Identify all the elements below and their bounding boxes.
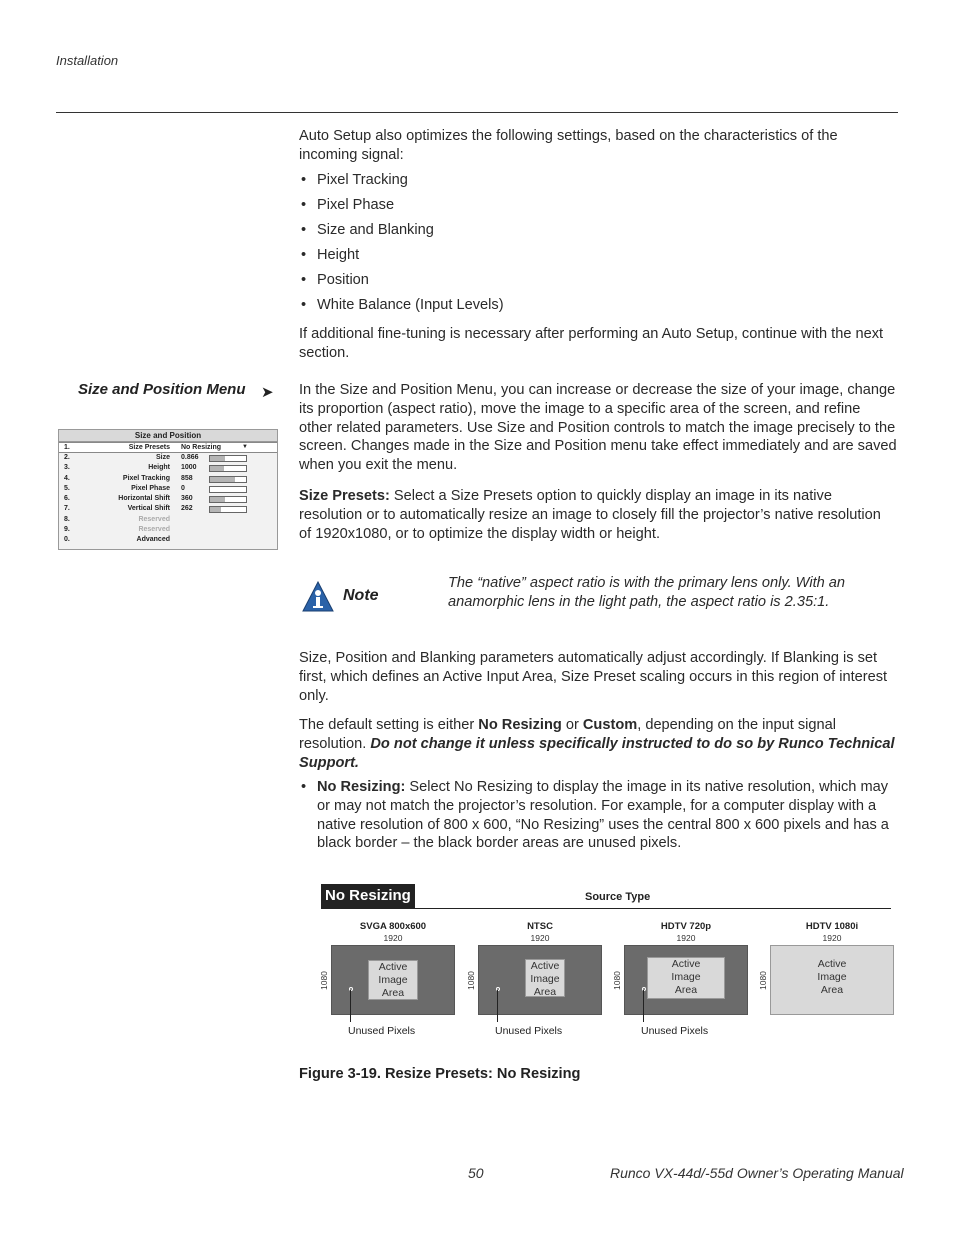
- list-item: • Size and Blanking: [299, 221, 879, 246]
- osd-row-number: 4.: [64, 474, 70, 482]
- size-presets-label: Size Presets:: [299, 488, 390, 504]
- osd-slider-fill: [210, 456, 225, 461]
- arrow-right-icon: ➤: [261, 384, 274, 401]
- text-span: The default setting is either: [299, 717, 479, 733]
- osd-slider-bar[interactable]: [209, 486, 247, 493]
- osd-menu-row[interactable]: [59, 535, 277, 545]
- active-text: Active: [671, 958, 701, 970]
- unused-pixels-label: Unused Pixels: [348, 1025, 416, 1037]
- leader-line: [643, 990, 644, 1022]
- active-text: Image: [378, 974, 408, 986]
- osd-slider-bar[interactable]: [209, 506, 247, 513]
- running-header: Installation: [56, 53, 119, 68]
- osd-row-number: 2.: [64, 454, 70, 461]
- active-image-area: [771, 958, 893, 1002]
- osd-menu-row[interactable]: [59, 525, 277, 535]
- page-number: 50: [468, 1165, 484, 1181]
- intro-paragraph: Auto Setup also optimizes the following settings, based on the characteristics of the incoming signal:: [299, 128, 838, 163]
- note-label: Note: [343, 587, 379, 604]
- osd-menu-row[interactable]: [59, 494, 277, 504]
- no-resizing-term: No Resizing: [478, 717, 562, 733]
- size-position-osd-menu: [58, 429, 278, 550]
- osd-menu-row[interactable]: [59, 504, 277, 514]
- osd-row-number: 9.: [64, 526, 70, 534]
- osd-menu-row[interactable]: [59, 442, 277, 453]
- osd-row-label: Horizontal Shift: [118, 495, 170, 503]
- unused-pixels-label: Unused Pixels: [641, 1025, 709, 1037]
- section-heading: Size and Position Menu: [78, 381, 246, 398]
- panel-width-label: 1920: [530, 933, 550, 943]
- osd-menu-row[interactable]: [59, 484, 277, 494]
- osd-slider-bar[interactable]: [209, 455, 247, 462]
- osd-row-label: Pixel Phase: [131, 484, 170, 492]
- list-item: • Height: [299, 246, 879, 271]
- osd-row-number: 5.: [64, 484, 70, 492]
- display-screen: [770, 945, 894, 1015]
- custom-term: Custom: [582, 717, 638, 733]
- text-span: , depending on the input signal resolution.: [299, 717, 837, 752]
- osd-row-value: 0: [181, 484, 185, 492]
- unused-pixels-label: Unused Pixels: [495, 1025, 563, 1037]
- osd-menu-title: Size and Position: [59, 430, 277, 442]
- panel-width-label: 1920: [822, 933, 842, 943]
- panel-height-label: 1080: [758, 971, 768, 990]
- active-text: Image: [817, 971, 847, 983]
- osd-row-value: 262: [181, 505, 193, 513]
- text-span: or: [561, 717, 583, 733]
- osd-row-label: Pixel Tracking: [122, 474, 170, 482]
- panel-height-label: 1080: [612, 971, 622, 990]
- list-item: [299, 778, 897, 853]
- followup-paragraph: If additional fine-tuning is necessary after performing an Auto Setup, continue with the next section.: [299, 326, 884, 361]
- panel-source-title: HDTV 720p: [660, 921, 712, 932]
- active-text: Image: [530, 973, 560, 985]
- blanking-paragraph: Size, Position and Blanking parameters automatically adjust accordingly. If Blanking is set first, which defines an Active Input Area, Size Preset scaling occurs in this region of interest only.: [299, 650, 888, 704]
- section-description: In the Size and Position Menu, you can increase or decrease the size of your image, change its proportion (aspect ratio), move the image to a specific area of the screen, and refine other related parameters. Use Size and Position controls to match the image precisely to the screen. Changes made in the Size and Position menu take effect immediately and are saved when you exit the menu.: [299, 382, 897, 474]
- osd-row-label: Reserved: [138, 515, 170, 523]
- figure-rule: [321, 908, 891, 909]
- osd-slider-fill: [210, 477, 235, 482]
- active-text: Active: [817, 958, 847, 970]
- active-image-area: [368, 960, 418, 1000]
- panel-height-label: 1080: [466, 971, 476, 990]
- osd-slider-bar[interactable]: [209, 465, 247, 472]
- osd-row-value: 360: [181, 495, 193, 503]
- osd-row-number: 8.: [64, 515, 70, 523]
- figure-caption: Figure 3-19. Resize Presets: No Resizing: [299, 1066, 581, 1082]
- osd-row-number: 3.: [64, 464, 70, 472]
- osd-slider-fill: [210, 497, 225, 502]
- osd-menu-row[interactable]: [59, 515, 277, 525]
- dropdown-arrow-icon: ▼: [242, 444, 248, 450]
- no-resizing-label: No Resizing:: [317, 779, 406, 795]
- leader-line: [497, 990, 498, 1022]
- header-rule: [56, 112, 898, 113]
- default-setting-paragraph: [299, 716, 897, 772]
- leader-line: [350, 990, 351, 1022]
- osd-row-label: Advanced: [136, 536, 170, 544]
- osd-menu-row[interactable]: [59, 453, 277, 463]
- osd-slider-bar[interactable]: [209, 476, 247, 483]
- osd-row-value: 1000: [181, 464, 197, 472]
- panel-width-label: 1920: [383, 933, 403, 943]
- no-resizing-list: [299, 778, 897, 853]
- panel-source-title: SVGA 800x600: [359, 921, 427, 932]
- list-item: • Position: [299, 271, 879, 296]
- list-item: • Pixel Tracking: [299, 171, 879, 196]
- osd-row-label: Size Presets: [128, 444, 170, 451]
- active-image-area: [525, 959, 565, 997]
- osd-slider-fill: [210, 507, 221, 512]
- panel-source-title: HDTV 1080i: [805, 921, 859, 932]
- active-text: Area: [820, 984, 844, 996]
- osd-row-number: 0.: [64, 536, 70, 544]
- osd-row-number: 1.: [64, 444, 70, 451]
- osd-row-label: Height: [148, 464, 170, 472]
- figure-title: No Resizing: [321, 884, 415, 908]
- no-resizing-text: Select No Resizing to display the image in its native resolution, which may or may not match the projector’s resolution. For example, for a computer display with a native resolution of 800 x 600, “No Resizing” uses the central 800 x 600 pixels and has a black border – the black border areas are unused pixels.: [317, 779, 889, 852]
- panel-height-label: 1080: [319, 971, 329, 990]
- osd-row-value: No Resizing: [181, 444, 222, 451]
- list-item: • White Balance (Input Levels): [299, 296, 879, 321]
- note-text: The “native” aspect ratio is with the primary lens only. With an anamorphic lens in the light path, the aspect ratio is 2.35:1.: [448, 575, 846, 610]
- osd-row-value: 858: [181, 474, 193, 482]
- active-text: Area: [533, 986, 557, 998]
- osd-slider-fill: [210, 466, 224, 471]
- osd-menu-row[interactable]: [59, 474, 277, 484]
- active-text: Active: [530, 960, 560, 972]
- osd-row-label: Vertical Shift: [127, 505, 170, 513]
- list-item: • Pixel Phase: [299, 196, 879, 221]
- source-type-heading: Source Type: [585, 891, 651, 903]
- size-presets-paragraph: [299, 487, 897, 543]
- osd-row-label: Reserved: [138, 526, 170, 534]
- active-text: Image: [671, 971, 701, 983]
- osd-row-value: 0.866: [181, 454, 199, 461]
- panel-width-label: 1920: [676, 933, 696, 943]
- osd-row-label: Size: [155, 454, 170, 461]
- active-text: Area: [381, 987, 405, 999]
- osd-menu-row[interactable]: [59, 463, 277, 473]
- active-text: Active: [378, 961, 408, 973]
- note-info-icon: [301, 580, 335, 614]
- osd-row-number: 6.: [64, 495, 70, 503]
- osd-slider-bar[interactable]: [209, 496, 247, 503]
- manual-title: Runco VX-44d/-55d Owner’s Operating Manual: [610, 1165, 904, 1181]
- osd-row-number: 7.: [64, 505, 70, 513]
- auto-setup-list: [299, 171, 879, 321]
- warning-text: Do not change it unless specifically instructed to do so by Runco Technical Support.: [299, 735, 895, 771]
- size-presets-text: Select a Size Presets option to quickly display an image in its native resolution or to automatically resize an image to closely fill the projector’s native resolution of 1920x1080, or to optimize the display width or height.: [299, 488, 881, 542]
- panel-source-title: NTSC: [527, 921, 553, 932]
- active-text: Area: [674, 984, 698, 996]
- active-image-area: [647, 957, 725, 999]
